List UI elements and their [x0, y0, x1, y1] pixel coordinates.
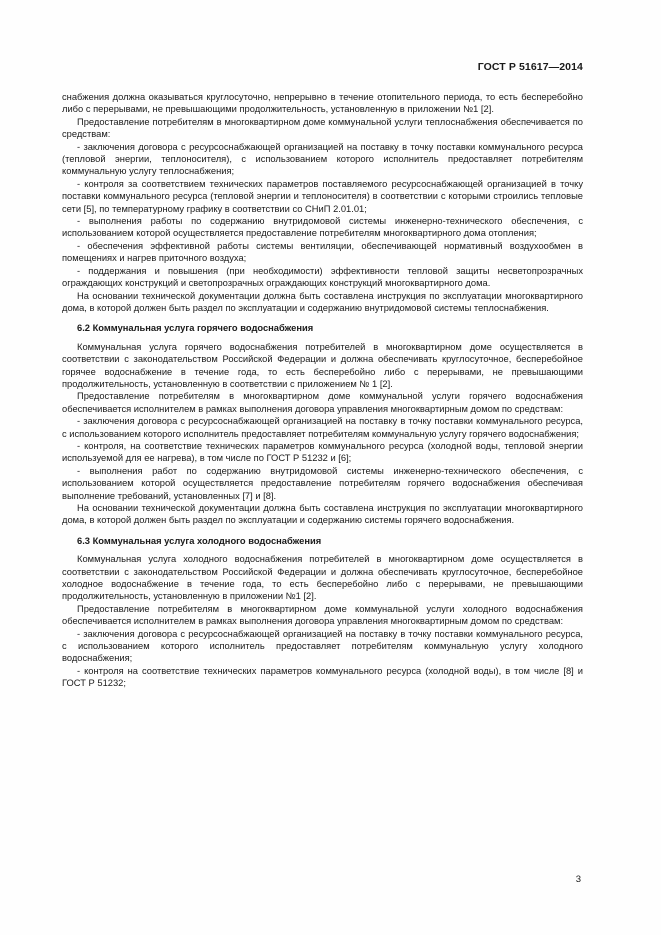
paragraph: - выполнения работы по содержанию внутридомовой системы инженерно-технического обеспечения, с использованием которой осуществляется предоставление потребителям многоквартирного дома отопления; — [62, 216, 583, 239]
paragraph: Предоставление потребителям в многоквартирном доме коммунальной услуги холодного водоснабжения обеспечивается исполнителем в рамках выполнения договора управления многоквартирным домом по средствам: — [62, 603, 583, 627]
paragraph: - поддержания и повышения (при необходимости) эффективности тепловой защиты несветопрозрачных ограждающих конструкций и светопрозрачных ограждающих конструкций многоквартирного дома. — [62, 265, 583, 289]
paragraph: снабжения должна оказываться круглосуточно, непрерывно в течение отопительного периода, то есть бесперебойно либо с перерывами, не превышающими продолжительность, установленную в приложении №1 [2]. — [62, 92, 583, 115]
paragraph: Предоставление потребителям в многоквартирном доме коммунальной услуги горячего водоснабжения обеспечивается исполнителем в рамках выполнения договора управления многоквартирным домом по средствам: — [62, 391, 583, 414]
section-heading: 6.3 Коммунальная услуга холодного водоснабжения — [77, 535, 322, 546]
page-number: 3 — [575, 874, 581, 885]
paragraph: - выполнения работ по содержанию внутридомовой системы инженерно-технического обеспечения, с использованием которой осуществляется предоставление потребителям горячего водоснабжения обеспечивая выполнение требований, установленных [7] и [8]. — [62, 465, 583, 501]
section-heading: 6.2 Коммунальная услуга горячего водоснабжения — [77, 323, 314, 334]
paragraph: - контроля на соответствие технических параметров коммунального ресурса (холодной воды), в том числе [8] и ГОСТ Р 51232; — [62, 665, 583, 689]
paragraph: Коммунальная услуга горячего водоснабжения потребителей в многоквартирном доме осуществляется в соответствии с законодательством Российской Федерации и должна обеспечивать круглосуточное, бесперебойное горячее водоснабжение в течение года, то есть бесперебойно либо с перерывами, не превышающими продолжительность, установленную в соответствии с приложением № 1 [2]. — [62, 341, 583, 389]
paragraph: На основании технической документации должна быть составлена инструкция по эксплуатации многоквартирного дома, в которой должен быть раздел по эксплуатации и содержанию внутридомовой системы теплоснабжения. — [62, 290, 583, 313]
paragraph: - контроля за соответствием технических параметров поставляемого ресурсоснабжающей организацией в точку поставки коммунального ресурса (тепловой энергии и теплоносителя) в соответствии с которыми строились тепловые сети [5], по температурному графику в соответствии со СНиП 2.01.01; — [62, 178, 583, 214]
paragraph: - заключения договора с ресурсоснабжающей организацией на поставку в точку поставки коммунального ресурса, с использованием которого исполнитель предоставляет потребителям коммунальную услугу горячего водоснабжения; — [62, 416, 583, 439]
paragraph: Предоставление потребителям в многоквартирном доме коммунальной услуги теплоснабжения обеспечивается по средствам: — [62, 116, 583, 140]
paragraph: Коммунальная услуга холодного водоснабжения потребителей в многоквартирном доме осуществляется в соответствии с законодательством Российской Федерации и должна обеспечивать круглосуточное, бесперебойное холодное водоснабжение в течение года, то есть бесперебойно либо с перерывами, не превышающими продолжительность, установленную в приложении №1 [2]. — [62, 554, 583, 602]
paragraph: - контроля, на соответствие технических параметров коммунального ресурса (холодной воды, тепловой энергии используемой для ее нагрева), в том числе по ГОСТ Р 51232 и [6]; — [62, 440, 583, 464]
paragraph: На основании технической документации должна быть составлена инструкция по эксплуатации многоквартирного дома, в которой должен быть раздел по эксплуатации и содержанию системы горячего водоснабжения. — [62, 503, 583, 526]
paragraph: - заключения договора с ресурсоснабжающей организацией на поставку в точку поставки коммунального ресурса, с использованием которого исполнитель предоставляет потребителям коммунальную услугу холодного водоснабжения; — [62, 628, 583, 664]
paragraph: - обеспечения эффективной работы системы вентиляции, обеспечивающей нормативный воздухообмен в помещениях и нагрев приточного воздуха; — [62, 240, 583, 264]
paragraph: - заключения договора с ресурсоснабжающей организацией на поставку в точку поставки коммунального ресурса (тепловой энергии, теплоносителя), с использованием которого исполнитель предоставляет потребителям коммунальную услугу теплоснабжения; — [62, 141, 583, 177]
document-code-header: ГОСТ Р 51617—2014 — [477, 61, 583, 73]
document-body — [62, 91, 583, 690]
